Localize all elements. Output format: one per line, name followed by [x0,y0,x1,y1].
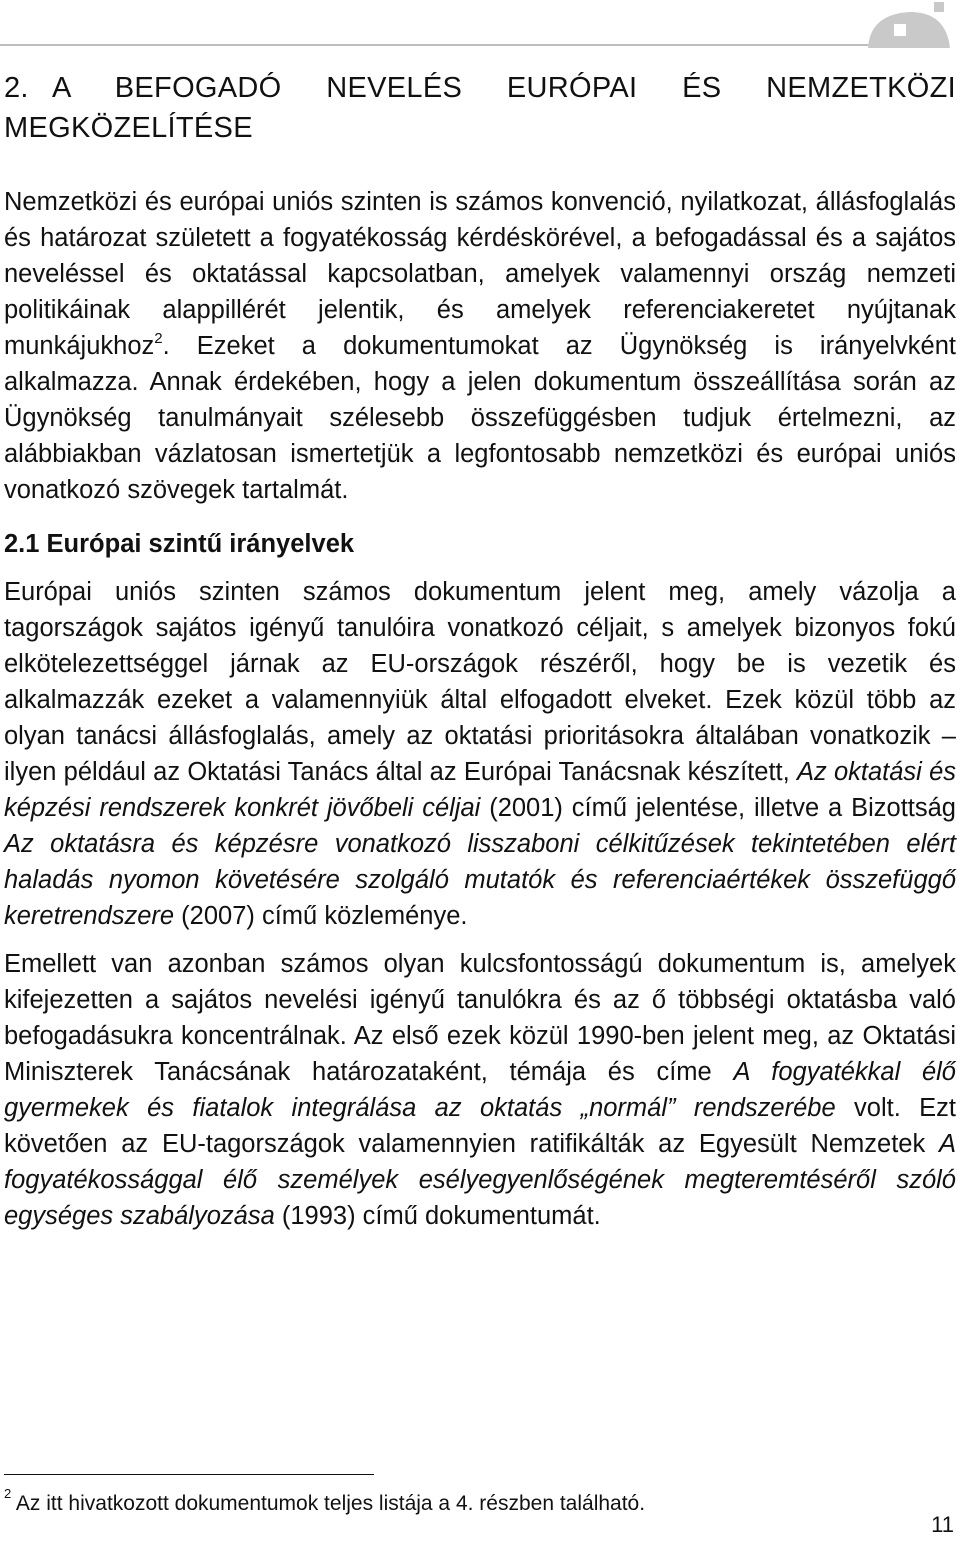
footnote-reference[interactable]: 2 [154,329,163,347]
footnote-separator [4,1474,374,1475]
paragraph-european-text-c: (2007) című közleménye. [174,902,468,930]
paragraph-key-text-b: volt. Ezt követően az EU-tagországok valamennyien ratifikálták az Egyesült Nemzetek [4,1094,956,1158]
paragraph-intro-text-a: Nemzetközi és európai uniós szinten is számos konvenció, nyilatkozat, állásfoglalás és határozat született a fogyatékosság kérdéskörével, a befogadással és a sajátos neveléssel és oktatással kapcsolatban, amelyek valamennyi ország nemzeti politikáinak alappillérét jelentik, és amelyek referenciakeretet nyújtanak munkájukhoz [4,188,956,360]
paragraph-key-text-c: (1993) című dokumentumát. [274,1202,601,1230]
paragraph-key-documents [4,946,956,1234]
paragraph-european-text-b: (2001) című jelentése, illetve a Bizottság [480,794,956,822]
footnote-number: 2 [4,1486,12,1501]
page-number: 11 [931,1512,954,1537]
footnote [4,1486,646,1518]
section-heading [4,68,956,148]
subsection-heading: 2.1 Európai szintű irányelvek [4,530,355,558]
page-body [4,68,956,1234]
header-rule [0,44,872,46]
paragraph-intro [4,184,956,508]
footnote-text: Az itt hivatkozott dokumentumok teljes listája a 4. részben található. [11,1492,646,1515]
section-title: A BEFOGADÓ NEVELÉS EURÓPAI ÉS NEMZETKÖZI MEGKÖZELÍTÉSE [4,72,956,144]
paragraph-intro-text-b: . Ezeket a dokumentumokat az Ügynökség is irányelvként alkalmazza. Annak érdekében, hogy a jelen dokumentum összeállítása során az Ügynökség tanulmányait szélesebb összefüggésben tudjuk értelmezni, az alábbiakban vázlatosan ismertetjük a legfontosabb nemzetközi és európai uniós vonatkozó szövegek tartalmát. [4,332,956,504]
paragraph-european-text-a: Európai uniós szinten számos dokumentum jelent meg, amely vázolja a tagországok sajátos igényű tanulóira vonatkozó céljait, s amelyek bizonyos fokú elkötelezettséggel járnak az EU-országok részéről, hogy be is vezetik és alkalmazzák ezeket a valamennyiük által elfogadott elveket. Ezek közül több az olyan tanácsi állásfoglalás, amely az oktatási prioritásokra általában vonatkozik – ilyen például az Oktatási Tanács által az Európai Tanácsnak készített, [4,578,956,786]
paragraph-european [4,574,956,934]
publisher-logo-icon [866,0,956,48]
section-number: 2. [4,72,29,104]
document-title-1990: A fogyatékkal élő gyermekek és fiatalok integrálása az oktatás „normál” rendszerébe [4,1058,956,1122]
document-title-1993: A fogyatékossággal élő személyek esélyegyenlőségének megteremtéséről szóló egységes szabályozása [4,1130,956,1230]
document-title-2001: Az oktatási és képzési rendszerek konkrét jövőbeli céljai [4,758,956,822]
document-title-2007: Az oktatásra és képzésre vonatkozó lisszaboni célkitűzések tekintetében elért haladás nyomon követésére szolgáló mutatók és referenciaértékek összefüggő keretrendszere [4,830,956,930]
paragraph-key-text-a: Emellett van azonban számos olyan kulcsfontosságú dokumentum is, amelyek kifejezetten a sajátos nevelési igényű tanulókra és az ő többségi oktatásba való befogadásukra koncentrálnak. Az első ezek közül 1990-ben jelent meg, az Oktatási Miniszterek Tanácsának határozataként, témája és címe [4,950,956,1086]
